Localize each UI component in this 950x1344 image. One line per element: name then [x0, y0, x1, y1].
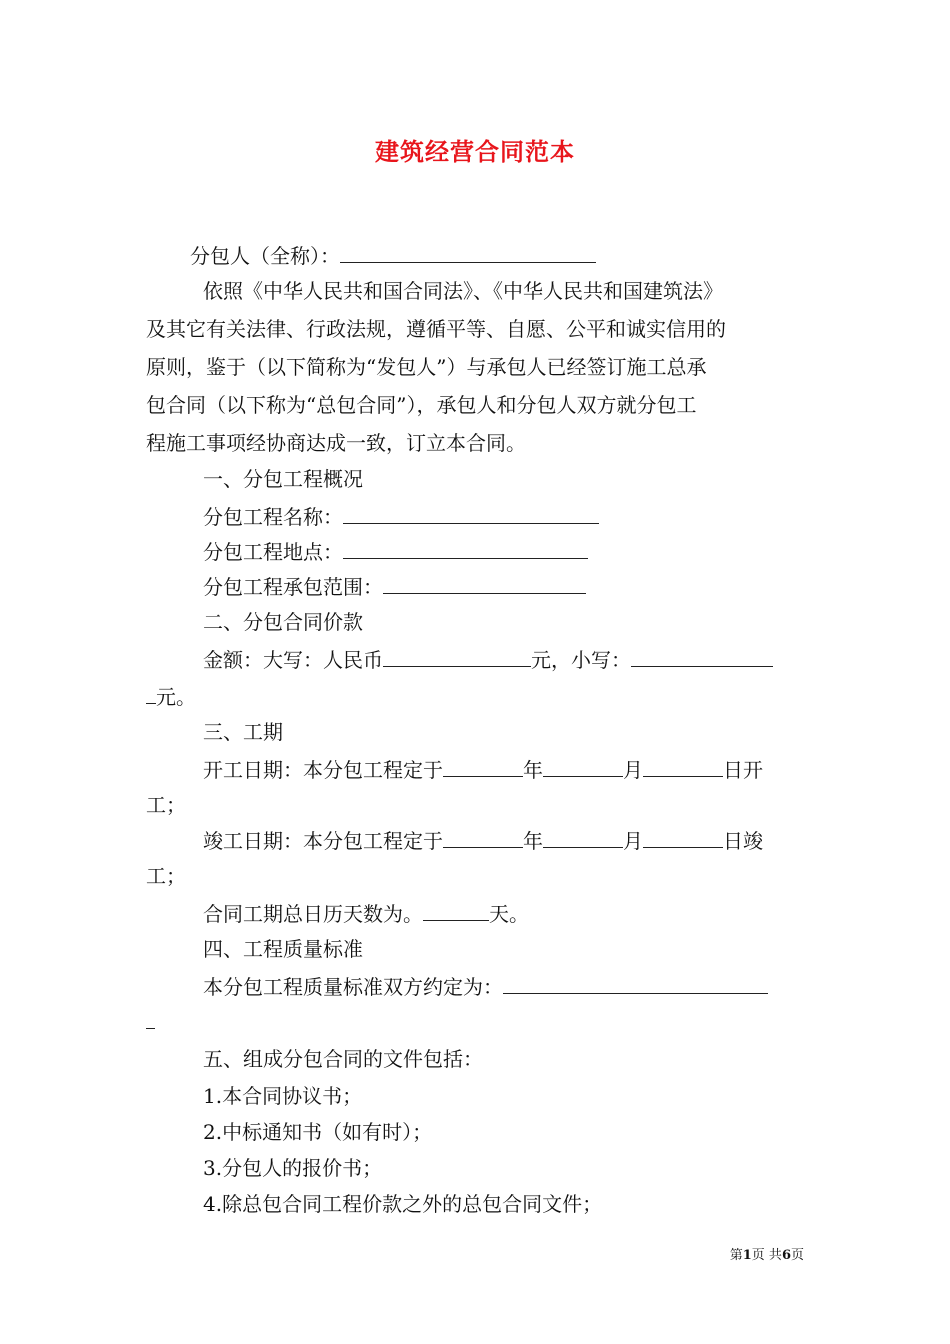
quality-standard-label: 本分包工程质量标准双方约定为：	[203, 975, 503, 999]
end-date-tail: 工；	[146, 864, 186, 888]
document-title: 建筑经营合同范本	[375, 137, 575, 166]
intro-line-2: 及其它有关法律、行政法规，遵循平等、自愿、公平和诚实信用的	[146, 317, 726, 341]
end-day-unit: 日竣	[723, 829, 763, 853]
intro-line-5: 程施工事项经协商达成一致，订立本合同。	[146, 431, 526, 455]
total-days-label: 合同工期总日历天数为。	[203, 902, 423, 926]
intro-line-3: 原则，鉴于（以下简称为“发包人”）与承包人已经签订施工总承	[146, 355, 707, 379]
total-days-line	[203, 898, 529, 929]
quality-standard-tail	[146, 1006, 155, 1037]
footer-prefix: 第	[729, 1248, 743, 1263]
section-4-heading: 四、工程质量标准	[203, 937, 363, 961]
footer-suffix: 页	[790, 1248, 804, 1263]
amount-tail-blank	[146, 681, 156, 704]
start-date-label: 开工日期：本分包工程定于	[203, 758, 443, 782]
total-days-unit: 天。	[489, 902, 529, 926]
page-footer	[730, 1244, 804, 1263]
project-scope-line	[203, 571, 586, 602]
quality-standard-line	[203, 971, 768, 1002]
amount-digits-blank	[631, 644, 773, 667]
amount-yuan-end: 元。	[156, 685, 196, 709]
project-name-blank	[343, 501, 599, 524]
project-location-label: 分包工程地点：	[203, 540, 343, 564]
subcontractor-blank	[340, 240, 596, 263]
project-name-label: 分包工程名称：	[203, 505, 343, 529]
project-location-line	[203, 536, 588, 567]
amount-line	[203, 644, 773, 675]
section-1-heading: 一、分包工程概况	[203, 467, 363, 491]
current-page: 1	[742, 1248, 752, 1263]
end-date-label: 竣工日期：本分包工程定于	[203, 829, 443, 853]
project-location-blank	[343, 536, 588, 559]
end-day-blank	[643, 825, 723, 848]
amount-line-2	[146, 681, 196, 712]
intro-line-4: 包合同（以下称为“总包合同”），承包人和分包人双方就分包工	[146, 393, 697, 417]
end-year-unit: 年	[523, 829, 543, 853]
quality-tail-blank	[146, 1006, 155, 1029]
amount-yuan-small: 元，小写：	[531, 648, 631, 672]
start-date-line	[203, 754, 763, 785]
section-2-heading: 二、分包合同价款	[203, 610, 363, 634]
subcontractor-label: 分包人（全称）：	[190, 244, 340, 268]
document-item: 3.分包人的报价书；	[203, 1156, 383, 1180]
document-item: 2.中标通知书（如有时）；	[203, 1120, 433, 1144]
start-year-blank	[443, 754, 523, 777]
section-3-heading: 三、工期	[203, 720, 283, 744]
intro-line-1: 依照《中华人民共和国合同法》、《中华人民共和国建筑法》	[203, 279, 723, 303]
amount-label: 金额：大写：人民币	[203, 648, 383, 672]
project-name-line	[203, 501, 599, 532]
start-day-unit: 日开	[723, 758, 763, 782]
start-date-tail: 工；	[146, 793, 186, 817]
total-days-blank	[423, 898, 489, 921]
end-month-blank	[543, 825, 623, 848]
document-item: 1.本合同协议书；	[203, 1084, 363, 1108]
project-scope-label: 分包工程承包范围：	[203, 575, 383, 599]
end-month-unit: 月	[623, 829, 643, 853]
total-pages: 6	[781, 1248, 791, 1263]
project-scope-blank	[383, 571, 586, 594]
end-year-blank	[443, 825, 523, 848]
start-year-unit: 年	[523, 758, 543, 782]
amount-words-blank	[383, 644, 531, 667]
subcontractor-line	[190, 240, 596, 271]
end-date-line	[203, 825, 763, 856]
start-month-blank	[543, 754, 623, 777]
start-day-blank	[643, 754, 723, 777]
start-month-unit: 月	[623, 758, 643, 782]
section-5-heading: 五、组成分包合同的文件包括：	[203, 1047, 483, 1071]
quality-standard-blank	[503, 971, 768, 994]
footer-middle: 页 共	[751, 1248, 782, 1263]
document-item: 4.除总包合同工程价款之外的总包合同文件；	[203, 1192, 603, 1216]
